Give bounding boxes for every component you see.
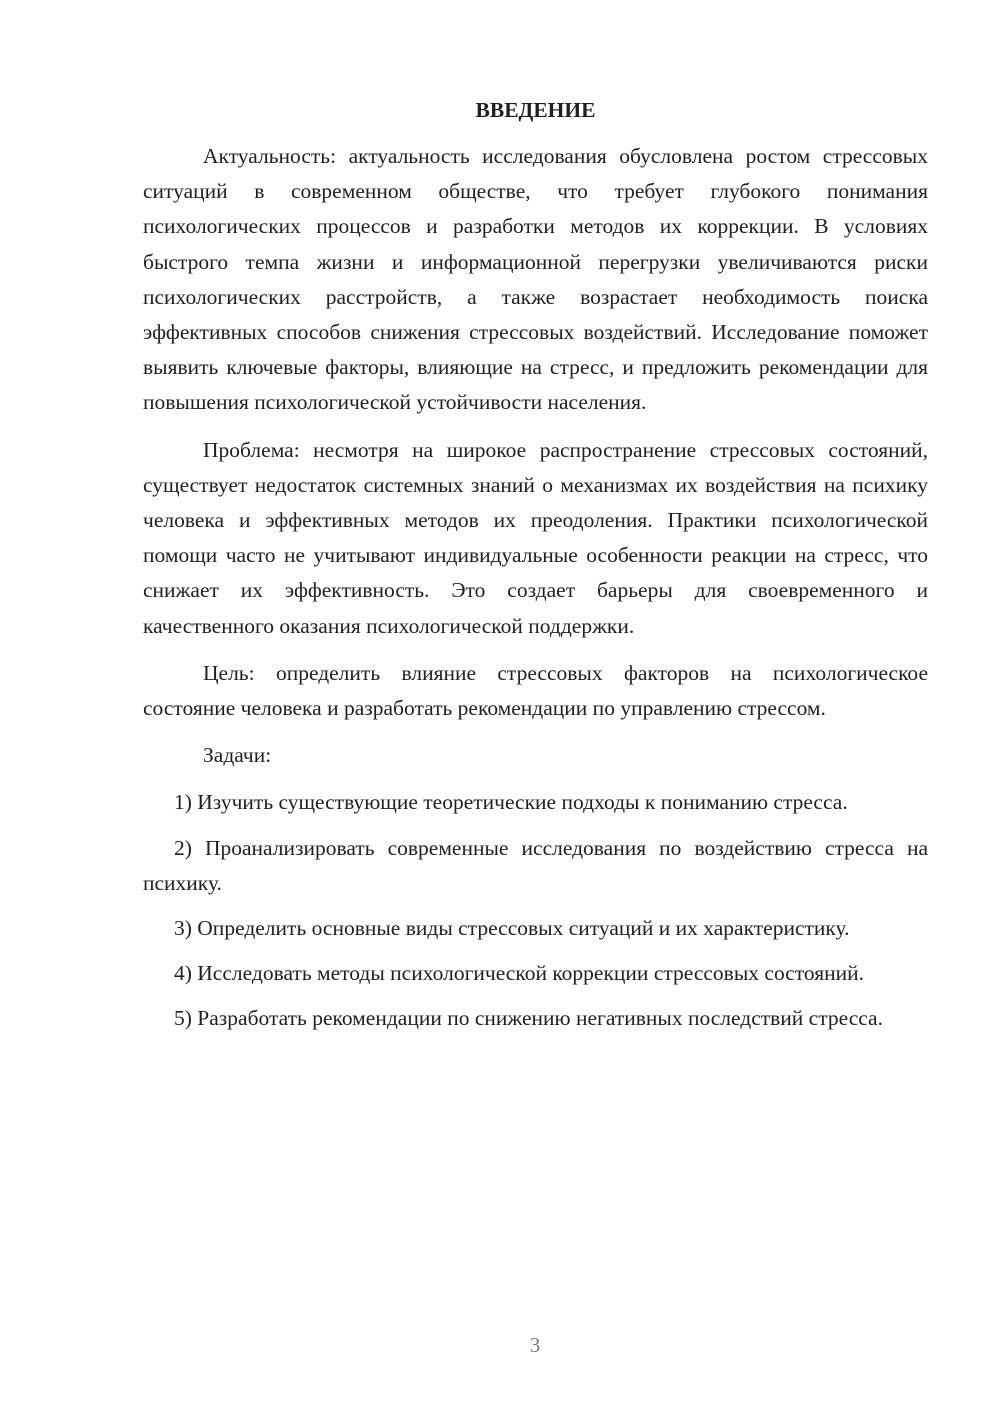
task-item: 5) Разработать рекомендации по снижению негативных последствий стресса.	[174, 1006, 883, 1031]
paragraph-relevance: Актуальность: актуальность исследования обусловлена ростом стрессовых ситуаций в современном обществе, что требует глубокого понимания психологических процессов и разработки методов их коррекции. В условиях быстрого темпа жизни и информационной перегрузки увеличиваются риски психологических расстройств, а также возрастает необходимость поиска эффективных способов снижения стрессовых воздействий. Исследование поможет выявить ключевые факторы, влияющие на стресс, и предложить рекомендации для повышения психологической устойчивости населения.	[143, 144, 928, 415]
paragraph-problem: Проблема: несмотря на широкое распространение стрессовых состояний, существует недостаток системных знаний о механизмах их воздействия на психику человека и эффективных методов их преодоления. Практики психологической помощи часто не учитывают индивидуальные особенности реакции на стресс, что снижает их эффективность. Это создает барьеры для своевременного и качественного оказания психологической поддержки.	[143, 437, 928, 638]
section-title: ВВЕДЕНИЕ	[475, 98, 596, 122]
document-body	[143, 94, 928, 1047]
paragraph-goal: Цель: определить влияние стрессовых факторов на психологическое состояние человека и разработать рекомендации по управлению стрессом.	[143, 660, 928, 721]
task-item: 2) Проанализировать современные исследования по воздействию стресса на психику.	[143, 835, 928, 895]
task-item: 3) Определить основные виды стрессовых ситуаций и их характеристику.	[174, 916, 850, 941]
task-item: 1) Изучить существующие теоретические подходы к пониманию стресса.	[174, 790, 848, 815]
task-item: 4) Исследовать методы психологической коррекции стрессовых состояний.	[174, 961, 865, 986]
page-number: 3	[529, 1333, 541, 1357]
tasks-heading: Задачи:	[203, 743, 272, 768]
